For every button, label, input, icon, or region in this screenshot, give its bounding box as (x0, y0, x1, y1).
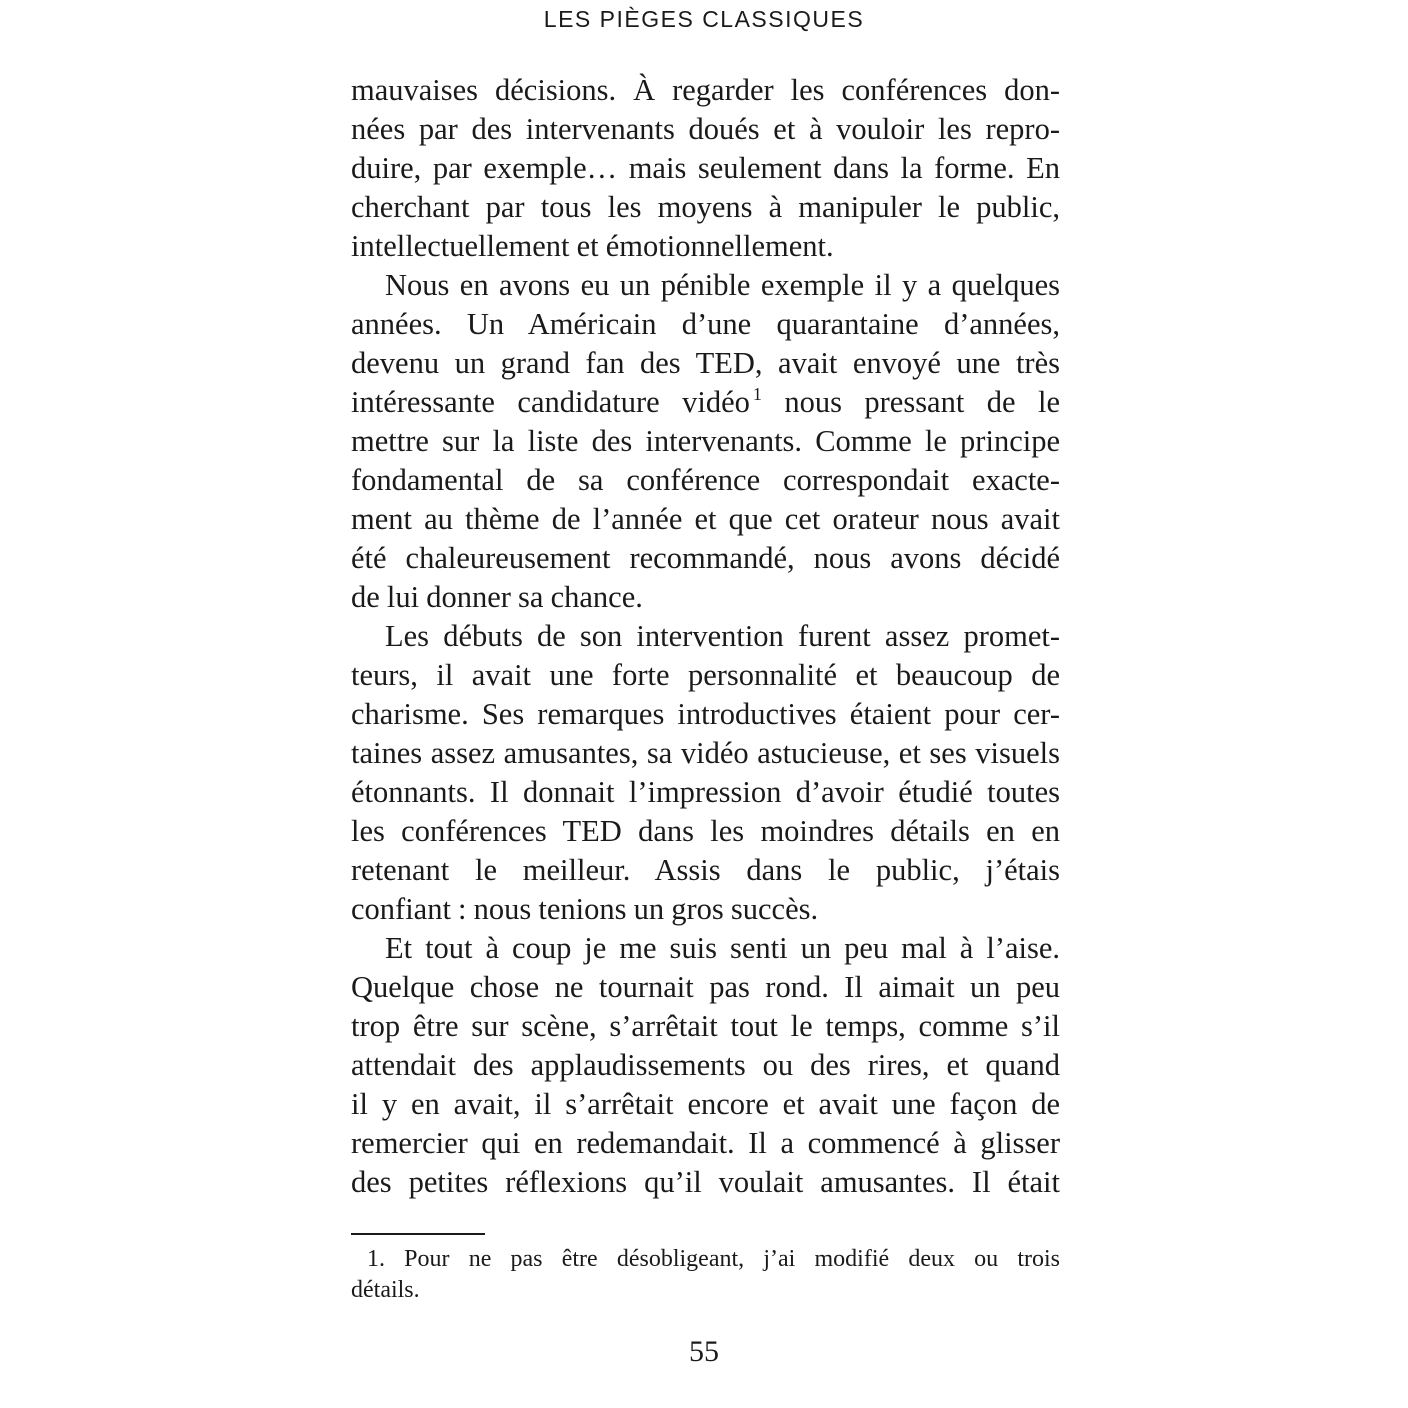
footnote-reference[interactable]: 1 (752, 384, 762, 404)
paragraph (351, 266, 1060, 617)
text-line: de lui donner sa chance. (351, 580, 643, 614)
text-line: il y en avait, il s’arrêtait encore et avait une façon de (351, 1087, 1060, 1121)
text-line: mettre sur la liste des intervenants. Comme le principe (351, 424, 1060, 458)
page-number: 55 (689, 1335, 719, 1368)
text-segment: intéressante candidature vidéo (351, 385, 750, 419)
text-line: été chaleureusement recommandé, nous avons décidé (351, 541, 1060, 575)
body-text (351, 71, 1060, 1202)
paragraph (351, 617, 1060, 929)
text-line: attendait des applaudissements ou des rires, et quand (351, 1048, 1060, 1082)
text-line: nées par des intervenants doués et à vouloir les repro- (351, 112, 1060, 146)
text-line: duire, par exemple… mais seulement dans la forme. En (351, 151, 1060, 185)
text-line: retenant le meilleur. Assis dans le public, j’étais (351, 853, 1060, 887)
text-line: mauvaises décisions. À regarder les conférences don- (351, 73, 1060, 107)
text-line: ment au thème de l’année et que cet orateur nous avait (351, 502, 1060, 536)
text-line: teurs, il avait une forte personnalité et beaucoup de (351, 658, 1060, 692)
text-line: remercier qui en redemandait. Il a commencé à glisser (351, 1126, 1060, 1160)
text-line-with-footnote-ref (351, 383, 1060, 422)
text-line: intellectuellement et émotionnellement. (351, 229, 834, 263)
paragraph (351, 71, 1060, 266)
text-line: Nous en avons eu un pénible exemple il y a quelques (385, 268, 1060, 302)
text-line: étonnants. Il donnait l’impression d’avoir étudié toutes (351, 775, 1060, 809)
text-line: les conférences TED dans les moindres détails en en (351, 814, 1060, 848)
footnote-divider (351, 1233, 485, 1235)
text-line: taines assez amusantes, sa vidéo astucieuse, et ses visuels (351, 736, 1060, 770)
text-line: des petites réflexions qu’il voulait amusantes. Il était (351, 1165, 1060, 1199)
text-line: trop être sur scène, s’arrêtait tout le temps, comme s’il (351, 1009, 1060, 1043)
text-line: confiant : nous tenions un gros succès. (351, 892, 819, 926)
text-line: fondamental de sa conférence correspondait exacte- (351, 463, 1060, 497)
text-line: Les débuts de son intervention furent assez promet- (385, 619, 1060, 653)
footnote-line: 1. Pour ne pas être désobligeant, j’ai modifié deux ou trois (367, 1246, 1060, 1272)
text-line: devenu un grand fan des TED, avait envoyé une très (351, 346, 1060, 380)
paragraph (351, 929, 1060, 1202)
text-line: charisme. Ses remarques introductives étaient pour cer- (351, 697, 1060, 731)
text-line: Quelque chose ne tournait pas rond. Il aimait un peu (351, 970, 1060, 1004)
text-segment: nous pressant de le (761, 385, 1060, 419)
running-head: LES PIÈGES CLASSIQUES (543, 6, 865, 32)
text-line: années. Un Américain d’une quarantaine d’années, (351, 307, 1060, 341)
text-line: cherchant par tous les moyens à manipuler le public, (351, 190, 1060, 224)
footnote (351, 1244, 1060, 1306)
text-line: Et tout à coup je me suis senti un peu mal à l’aise. (385, 931, 1060, 965)
footnote-line: détails. (351, 1277, 420, 1303)
